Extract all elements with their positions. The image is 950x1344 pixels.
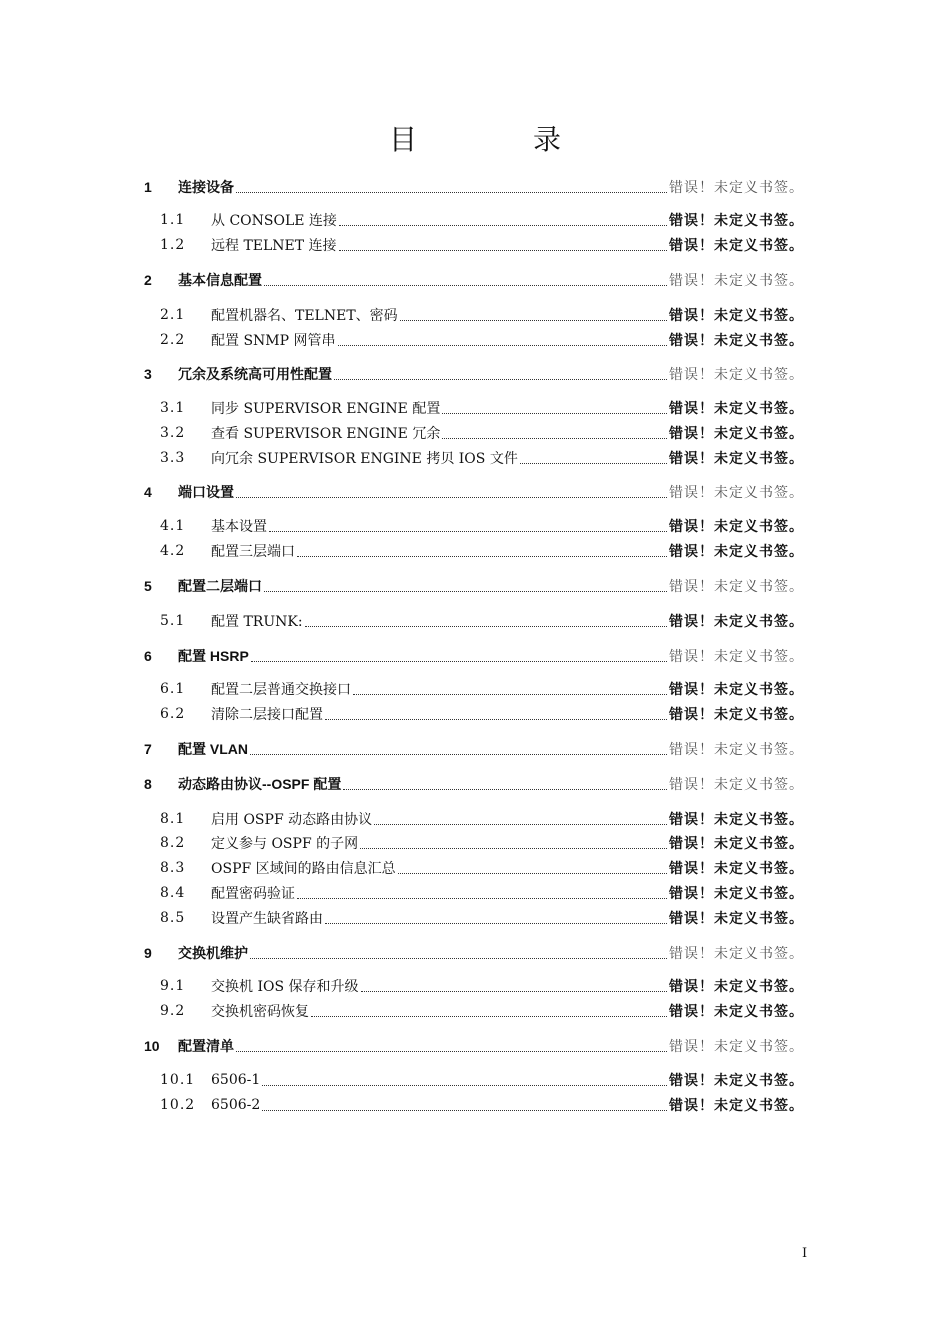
toc-entry-label: 交换机维护 — [178, 945, 248, 961]
toc-entry-label: 端口设置 — [178, 484, 234, 500]
toc-entry-label: 配置机器名、TELNET、密码 — [211, 308, 398, 324]
toc-entry-label: 配置密码验证 — [211, 886, 295, 902]
toc-entry-page-ref: 错误！未定义书签。 — [669, 426, 804, 442]
toc-entry-section[interactable] — [160, 446, 804, 470]
toc-entry-page-ref: 错误！未定义书签。 — [669, 308, 804, 324]
dot-leader — [264, 591, 667, 592]
toc-entry-label: 远程 TELNET 连接 — [211, 238, 337, 254]
toc-entry-label: 配置三层端口 — [211, 544, 295, 560]
dot-leader — [236, 192, 667, 193]
toc-entry-number: 3 — [144, 366, 152, 382]
toc-entry-section[interactable] — [160, 831, 804, 855]
toc-entry-section[interactable] — [160, 609, 804, 633]
dot-leader — [262, 1110, 667, 1111]
toc-entry-page-ref: 错误！未定义书签。 — [669, 273, 804, 289]
toc-entry-label: 基本设置 — [211, 519, 267, 535]
toc-entry-label: 从 CONSOLE 连接 — [211, 213, 337, 229]
dot-leader — [269, 531, 667, 532]
toc-entry-label: 冗余及系统高可用性配置 — [178, 366, 332, 382]
toc-entry-section[interactable] — [160, 999, 804, 1023]
toc-entry-section[interactable] — [160, 1093, 804, 1117]
dot-leader — [297, 556, 667, 557]
toc-entry-label: 配置 SNMP 网管串 — [211, 333, 336, 349]
toc-entry-label: 配置清单 — [178, 1038, 234, 1054]
toc-entry-chapter[interactable] — [144, 1034, 804, 1058]
toc-entry-page-ref: 错误！未定义书签。 — [669, 886, 804, 902]
toc-entry-number: 9.2 — [160, 1003, 186, 1019]
toc-entry-section[interactable] — [160, 702, 804, 726]
toc-entry-page-ref: 错误！未定义书签。 — [669, 401, 804, 417]
toc-entry-page-ref: 错误！未定义书签。 — [669, 861, 804, 877]
toc-entry-number: 10.2 — [160, 1097, 196, 1113]
dot-leader — [305, 626, 667, 627]
dot-leader — [250, 958, 667, 959]
toc-entry-section[interactable] — [160, 906, 804, 930]
toc-entry-page-ref: 错误！未定义书签。 — [669, 1098, 804, 1114]
page-number: I — [802, 1246, 808, 1261]
toc-entry-section[interactable] — [160, 421, 804, 445]
toc-entry-page-ref: 错误！未定义书签。 — [669, 238, 804, 254]
toc-entry-section[interactable] — [160, 856, 804, 880]
toc-entry-number: 8.3 — [160, 860, 186, 876]
toc-entry-page-ref: 错误！未定义书签。 — [669, 485, 804, 501]
dot-leader — [398, 873, 667, 874]
dot-leader — [264, 285, 667, 286]
toc-entry-page-ref: 错误！未定义书签。 — [669, 213, 804, 229]
toc-entry-page-ref: 错误！未定义书签。 — [669, 649, 804, 665]
toc-entry-number: 4.1 — [160, 518, 186, 534]
toc-entry-number: 6 — [144, 648, 152, 664]
dot-leader — [251, 661, 667, 662]
toc-entry-label: 查看 SUPERVISOR ENGINE 冗余 — [211, 426, 441, 442]
toc-entry-section[interactable] — [160, 396, 804, 420]
toc-entry-label: 清除二层接口配置 — [211, 707, 323, 723]
dot-leader — [297, 898, 667, 899]
toc-entry-chapter[interactable] — [144, 268, 804, 292]
toc-entry-chapter[interactable] — [144, 480, 804, 504]
toc-entry-number: 5.1 — [160, 613, 186, 629]
toc-entry-label: 交换机 IOS 保存和升级 — [211, 979, 359, 995]
toc-entry-label: 配置 VLAN — [178, 741, 248, 757]
dot-leader — [334, 379, 667, 380]
toc-entry-page-ref: 错误！未定义书签。 — [669, 1073, 804, 1089]
toc-entry-page-ref: 错误！未定义书签。 — [669, 979, 804, 995]
toc-entry-page-ref: 错误！未定义书签。 — [669, 911, 804, 927]
toc-entry-page-ref: 错误！未定义书签。 — [669, 1004, 804, 1020]
toc-entry-chapter[interactable] — [144, 644, 804, 668]
toc-entry-page-ref: 错误！未定义书签。 — [669, 451, 804, 467]
dot-leader — [325, 719, 667, 720]
dot-leader — [311, 1016, 667, 1017]
toc-entry-section[interactable] — [160, 974, 804, 998]
toc-entry-section[interactable] — [160, 233, 804, 257]
dot-leader — [343, 789, 667, 790]
toc-entry-label: 向冗余 SUPERVISOR ENGINE 拷贝 IOS 文件 — [211, 451, 518, 467]
toc-entry-label: 设置产生缺省路由 — [211, 911, 323, 927]
toc-entry-number: 8.2 — [160, 835, 186, 851]
dot-leader — [339, 225, 667, 226]
toc-entry-number: 8.1 — [160, 811, 186, 827]
toc-entry-number: 4 — [144, 484, 152, 500]
toc-entry-page-ref: 错误！未定义书签。 — [669, 836, 804, 852]
toc-entry-page-ref: 错误！未定义书签。 — [669, 519, 804, 535]
toc-entry-chapter[interactable] — [144, 175, 804, 199]
toc-entry-label: 配置 TRUNK: — [211, 614, 303, 630]
toc-entry-label: OSPF 区域间的路由信息汇总 — [211, 861, 396, 877]
toc-entry-page-ref: 错误！未定义书签。 — [669, 707, 804, 723]
toc-entry-number: 6.1 — [160, 681, 186, 697]
toc-entry-page-ref: 错误！未定义书签。 — [669, 1039, 804, 1055]
toc-entry-number: 7 — [144, 741, 152, 757]
toc-entry-chapter[interactable] — [144, 941, 804, 965]
toc-entry-number: 5 — [144, 578, 152, 594]
toc-entry-number: 1 — [144, 179, 152, 195]
toc-entry-label: 6506-1 — [211, 1072, 261, 1088]
toc-entry-section[interactable] — [160, 303, 804, 327]
toc-entry-number: 4.2 — [160, 543, 186, 559]
toc-entry-page-ref: 错误！未定义书签。 — [669, 614, 804, 630]
toc-entry-page-ref: 错误！未定义书签。 — [669, 544, 804, 560]
toc-entry-label: 同步 SUPERVISOR ENGINE 配置 — [211, 401, 441, 417]
toc-entry-number: 9 — [144, 945, 152, 961]
toc-entry-page-ref: 错误！未定义书签。 — [669, 742, 804, 758]
toc-entry-page-ref: 错误！未定义书签。 — [669, 812, 804, 828]
toc-entry-number: 2 — [144, 272, 152, 288]
dot-leader — [360, 848, 667, 849]
toc-entry-page-ref: 错误！未定义书签。 — [669, 180, 804, 196]
toc-entry-number: 3.2 — [160, 425, 186, 441]
toc-entry-label: 基本信息配置 — [178, 272, 262, 288]
toc-entry-page-ref: 错误！未定义书签。 — [669, 333, 804, 349]
toc-entry-label: 连接设备 — [178, 179, 234, 195]
toc-entry-number: 10.1 — [160, 1072, 196, 1088]
toc-entry-label: 启用 OSPF 动态路由协议 — [211, 812, 373, 828]
toc-entry-number: 3.3 — [160, 450, 186, 466]
toc-entry-number: 3.1 — [160, 400, 186, 416]
toc-entry-label: 交换机密码恢复 — [211, 1004, 309, 1020]
dot-leader — [520, 463, 667, 464]
dot-leader — [400, 320, 667, 321]
toc-entry-number: 9.1 — [160, 978, 186, 994]
dot-leader — [236, 497, 667, 498]
toc-entry-label: 配置二层端口 — [178, 578, 262, 594]
dot-leader — [250, 754, 667, 755]
toc-entry-page-ref: 错误！未定义书签。 — [669, 367, 804, 383]
toc-entry-section[interactable] — [160, 328, 804, 352]
toc-entry-number: 8.5 — [160, 910, 186, 926]
dot-leader — [442, 438, 667, 439]
toc-entry-chapter[interactable] — [144, 737, 804, 761]
toc-entry-section[interactable] — [160, 539, 804, 563]
dot-leader — [442, 413, 667, 414]
toc-entry-chapter[interactable] — [144, 574, 804, 598]
dot-leader — [236, 1051, 667, 1052]
toc-entry-number: 2.2 — [160, 332, 186, 348]
toc-entry-section[interactable] — [160, 807, 804, 831]
dot-leader — [353, 694, 667, 695]
toc-entry-chapter[interactable] — [144, 362, 804, 386]
toc-entry-section[interactable] — [160, 677, 804, 701]
toc-entry-section[interactable] — [160, 208, 804, 232]
toc-entry-label: 动态路由协议--OSPF 配置 — [178, 776, 342, 792]
toc-entry-label: 6506-2 — [211, 1097, 261, 1113]
toc-entry-chapter[interactable] — [144, 772, 804, 796]
toc-entry-number: 6.2 — [160, 706, 186, 722]
dot-leader — [262, 1085, 667, 1086]
toc-entry-page-ref: 错误！未定义书签。 — [669, 946, 804, 962]
dot-leader — [361, 991, 668, 992]
dot-leader — [325, 923, 667, 924]
toc-title: 目 录 — [388, 123, 605, 156]
toc-entry-number: 1.2 — [160, 237, 186, 253]
toc-entry-page-ref: 错误！未定义书签。 — [669, 579, 804, 595]
toc-entry-section[interactable] — [160, 514, 804, 538]
toc-entry-number: 8.4 — [160, 885, 186, 901]
toc-entry-label: 配置二层普通交换接口 — [211, 682, 351, 698]
toc-entry-label: 配置 HSRP — [178, 648, 249, 664]
toc-entry-section[interactable] — [160, 881, 804, 905]
toc-entry-label: 定义参与 OSPF 的子网 — [211, 836, 359, 852]
toc-entry-page-ref: 错误！未定义书签。 — [669, 777, 804, 793]
toc-entry-number: 10 — [144, 1038, 160, 1054]
toc-entry-number: 2.1 — [160, 307, 186, 323]
toc-entry-page-ref: 错误！未定义书签。 — [669, 682, 804, 698]
dot-leader — [339, 250, 667, 251]
toc-entry-section[interactable] — [160, 1068, 804, 1092]
dot-leader — [374, 824, 667, 825]
toc-entry-number: 8 — [144, 776, 152, 792]
toc-entry-number: 1.1 — [160, 212, 186, 228]
dot-leader — [338, 345, 668, 346]
